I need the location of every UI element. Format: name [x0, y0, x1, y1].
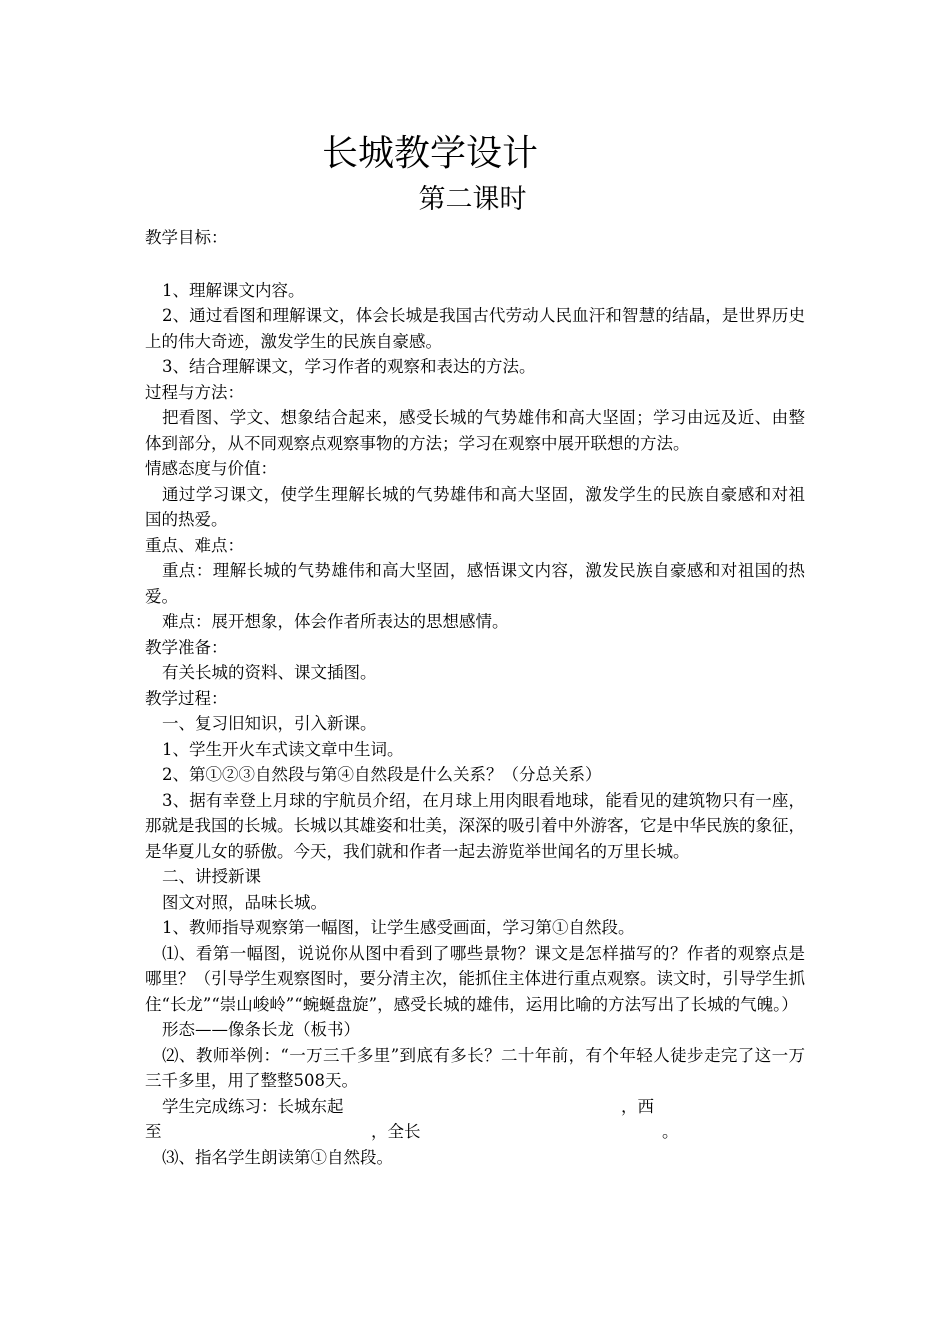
difficulty-paragraph: 难点：展开想象，体会作者所表达的思想感情。	[162, 612, 509, 631]
step-2-item-1b: ⑵、教师举例：“一万三千多里”到底有多长？二十年前，有个年轻人徒步走完了这一万三千多里，用了整整508天。	[145, 1045, 805, 1090]
step-2-item-1a: ⑴、看第一幅图，说说你从图中看到了哪些景物？课文是怎样描写的？作者的观察点是哪里？（引导学生观察图时，要分清主次，能抓住主体进行重点观察。读文时，引导学生抓住“长龙”“崇山峻岭”“蜿蜒盘旋”，感受长城的雄伟，运用比喻的方法写出了长城的气魄。）	[145, 943, 805, 1014]
exercise-text-e: 。	[662, 1122, 679, 1141]
document-subtitle: 第二课时	[418, 184, 527, 215]
document-title: 长城教学设计	[321, 133, 538, 174]
exercise-line-1	[145, 1094, 805, 1120]
step-2-intro: 图文对照，品味长城。	[162, 892, 327, 912]
goal-item-1: 1、理解课文内容。	[162, 280, 305, 300]
key-heading: 重点、难点：	[145, 535, 244, 555]
process-heading: 过程与方法：	[145, 382, 244, 402]
exercise-text-d: ，全长	[371, 1122, 421, 1141]
step-1-item-2: 2、第①②③自然段与第④自然段是什么关系？（分总关系）	[162, 765, 602, 784]
board-note: 形态——像条长龙（板书）	[162, 1020, 360, 1039]
exercise-text-a: 学生完成练习：长城东起	[162, 1096, 344, 1116]
step-2-heading: 二、讲授新课	[162, 867, 261, 886]
emotion-paragraph: 通过学习课文，使学生理解长城的气势雄伟和高大坚固，激发学生的民族自豪感和对祖国的热爱。	[145, 484, 805, 529]
process-paragraph: 把看图、学文、想象结合起来，感受长城的气势雄伟和高大坚固；学习由远及近、由整体到部分，从不同观察点观察事物的方法；学习在观察中展开联想的方法。	[145, 408, 805, 453]
exercise-text-c: 至	[145, 1122, 162, 1141]
blank-gap	[145, 251, 805, 278]
goal-item-2: 2、通过看图和理解课文，体会长城是我国古代劳动人民血汗和智慧的结晶，是世界历史上的伟大奇迹，激发学生的民族自豪感。	[145, 306, 805, 351]
exercise-text-b: ，西	[621, 1096, 654, 1116]
key-point-paragraph: 重点：理解长城的气势雄伟和高大坚固，感悟课文内容，激发民族自豪感和对祖国的热爱。	[145, 561, 805, 606]
step-1-item-3: 3、据有幸登上月球的宇航员介绍，在月球上用肉眼看地球，能看见的建筑物只有一座，那就是我国的长城。长城以其雄姿和壮美，深深的吸引着中外游客，它是中华民族的象征，是华夏儿女的骄傲。今天，我们就和作者一起去游览举世闻名的万里长城。	[145, 790, 805, 861]
goal-item-3: 3、结合理解课文，学习作者的观察和表达的方法。	[162, 357, 536, 376]
step-1-item-1: 1、学生开火车式读文章中生词。	[162, 739, 404, 759]
step-2-item-1: 1、教师指导观察第一幅图，让学生感受画面，学习第①自然段。	[162, 918, 635, 937]
step-2-item-1c: ⑶、指名学生朗读第①自然段。	[162, 1147, 393, 1167]
exercise-line-2	[145, 1119, 805, 1145]
emotion-heading: 情感态度与价值：	[145, 459, 277, 478]
steps-heading: 教学过程：	[145, 688, 228, 708]
step-1-heading: 一、复习旧知识，引入新课。	[162, 714, 377, 733]
prep-paragraph: 有关长城的资料、课文插图。	[162, 663, 377, 682]
prep-heading: 教学准备：	[145, 637, 228, 657]
document-body	[145, 225, 805, 1170]
goals-heading: 教学目标：	[145, 228, 228, 247]
